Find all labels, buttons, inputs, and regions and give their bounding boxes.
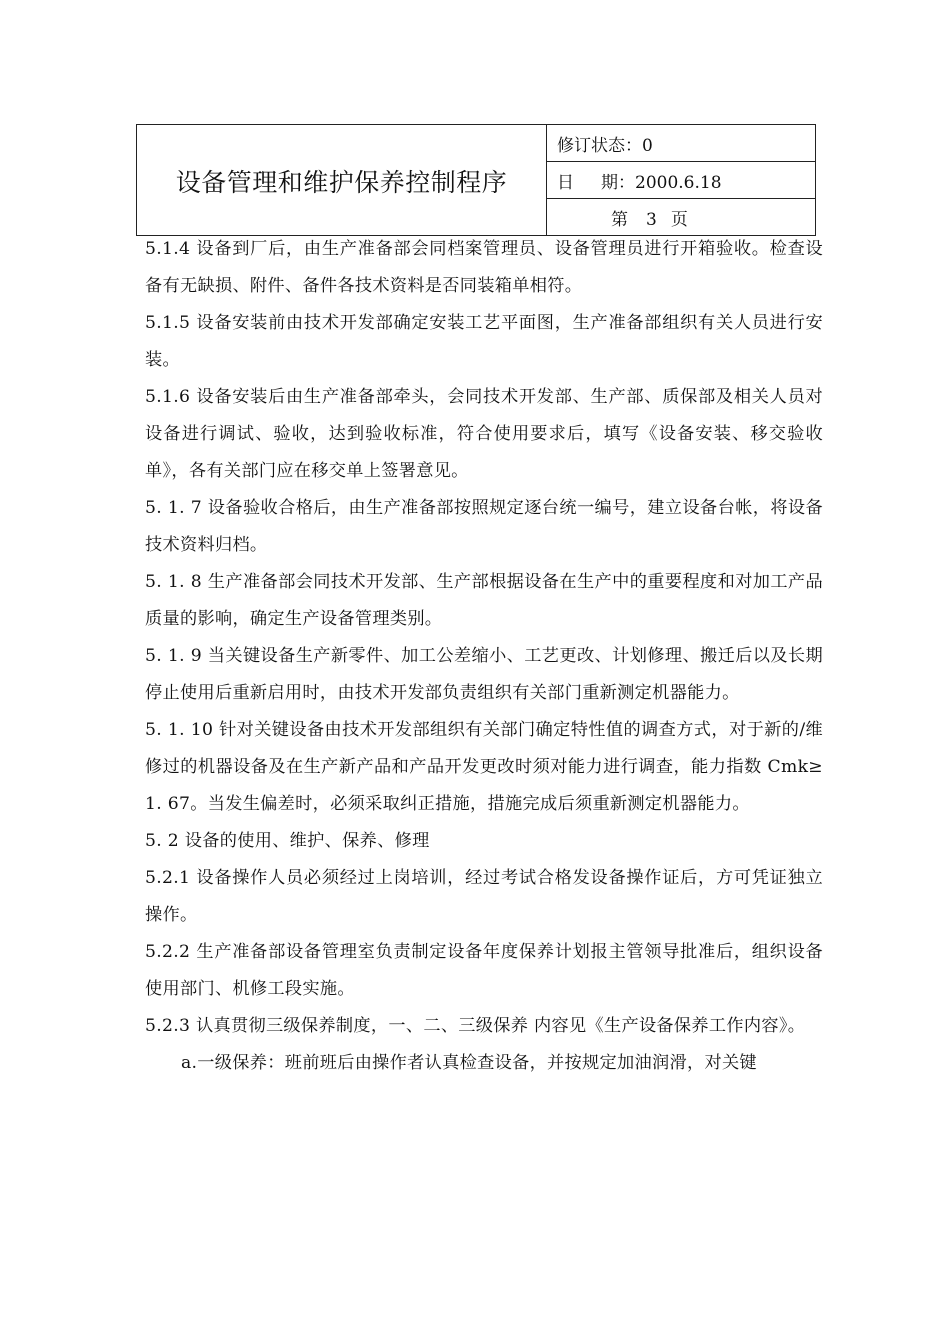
document-date (547, 162, 816, 199)
page-prefix: 第 (611, 209, 628, 230)
date-value: 期：2000.6.18 (601, 172, 722, 193)
paragraph-5-1-10: 5. 1. 10 针对关键设备由技术开发部组织有关部门确定特性值的调查方式，对于新的/维修过的机器设备及在生产新产品和产品开发更改时须对能力进行调查，能力指数 Cmk≥1. 67。当发生偏差时，必须采取纠正措施，措施完成后须重新测定机器能力。 (145, 720, 823, 814)
paragraph-5-1-5: 5.1.5 设备安装前由技术开发部确定安装工艺平面图，生产准备部组织有关人员进行安装。 (145, 313, 823, 370)
revision-status: 修订状态：0 (547, 125, 816, 162)
page-number: 3 (646, 209, 657, 230)
section-heading-5-2: 5. 2 设备的使用、维护、保养、修理 (145, 831, 430, 851)
paragraph-5-1-9: 5. 1. 9 当关键设备生产新零件、加工公差缩小、工艺更改、计划修理、搬迁后以及长期停止使用后重新启用时，由技术开发部负责组织有关部门重新测定机器能力。 (145, 646, 823, 703)
paragraph-5-2-2: 5.2.2 生产准备部设备管理室负责制定设备年度保养计划报主管领导批准后，组织设备使用部门、机修工段实施。 (145, 942, 823, 999)
page-indicator (547, 199, 816, 236)
paragraph-5-2-3: 5.2.3 认真贯彻三级保养制度，一、二、三级保养 内容见《生产设备保养工作内容》。 (145, 1016, 806, 1036)
document-title: 设备管理和维护保养控制程序 (137, 125, 547, 236)
paragraph-5-1-7: 5. 1. 7 设备验收合格后，由生产准备部按照规定逐台统一编号，建立设备台帐，将设备技术资料归档。 (145, 498, 823, 555)
document-header-table (136, 124, 816, 236)
page-suffix: 页 (670, 209, 688, 230)
paragraph-5-2-1: 5.2.1 设备操作人员必须经过上岗培训，经过考试合格发设备操作证后，方可凭证独立操作。 (145, 868, 823, 925)
paragraph-5-1-6: 5.1.6 设备安装后由生产准备部牵头，会同技术开发部、生产部、质保部及相关人员对设备进行调试、验收，达到验收标准，符合使用要求后，填写《设备安装、移交验收单》，各有关部门应在移交单上签署意见。 (145, 387, 823, 481)
date-label: 日 (557, 172, 574, 193)
paragraph-5-1-4: 5.1.4 设备到厂后，由生产准备部会同档案管理员、设备管理员进行开箱验收。检查设备有无缺损、附件、备件各技术资料是否同装箱单相符。 (145, 239, 823, 296)
paragraph-level-one-maintenance: a.一级保养：班前班后由操作者认真检查设备，并按规定加油润滑，对关键 (181, 1053, 757, 1073)
document-body (145, 231, 823, 1082)
paragraph-5-1-8: 5. 1. 8 生产准备部会同技术开发部、生产部根据设备在生产中的重要程度和对加工产品质量的影响，确定生产设备管理类别。 (145, 572, 823, 629)
